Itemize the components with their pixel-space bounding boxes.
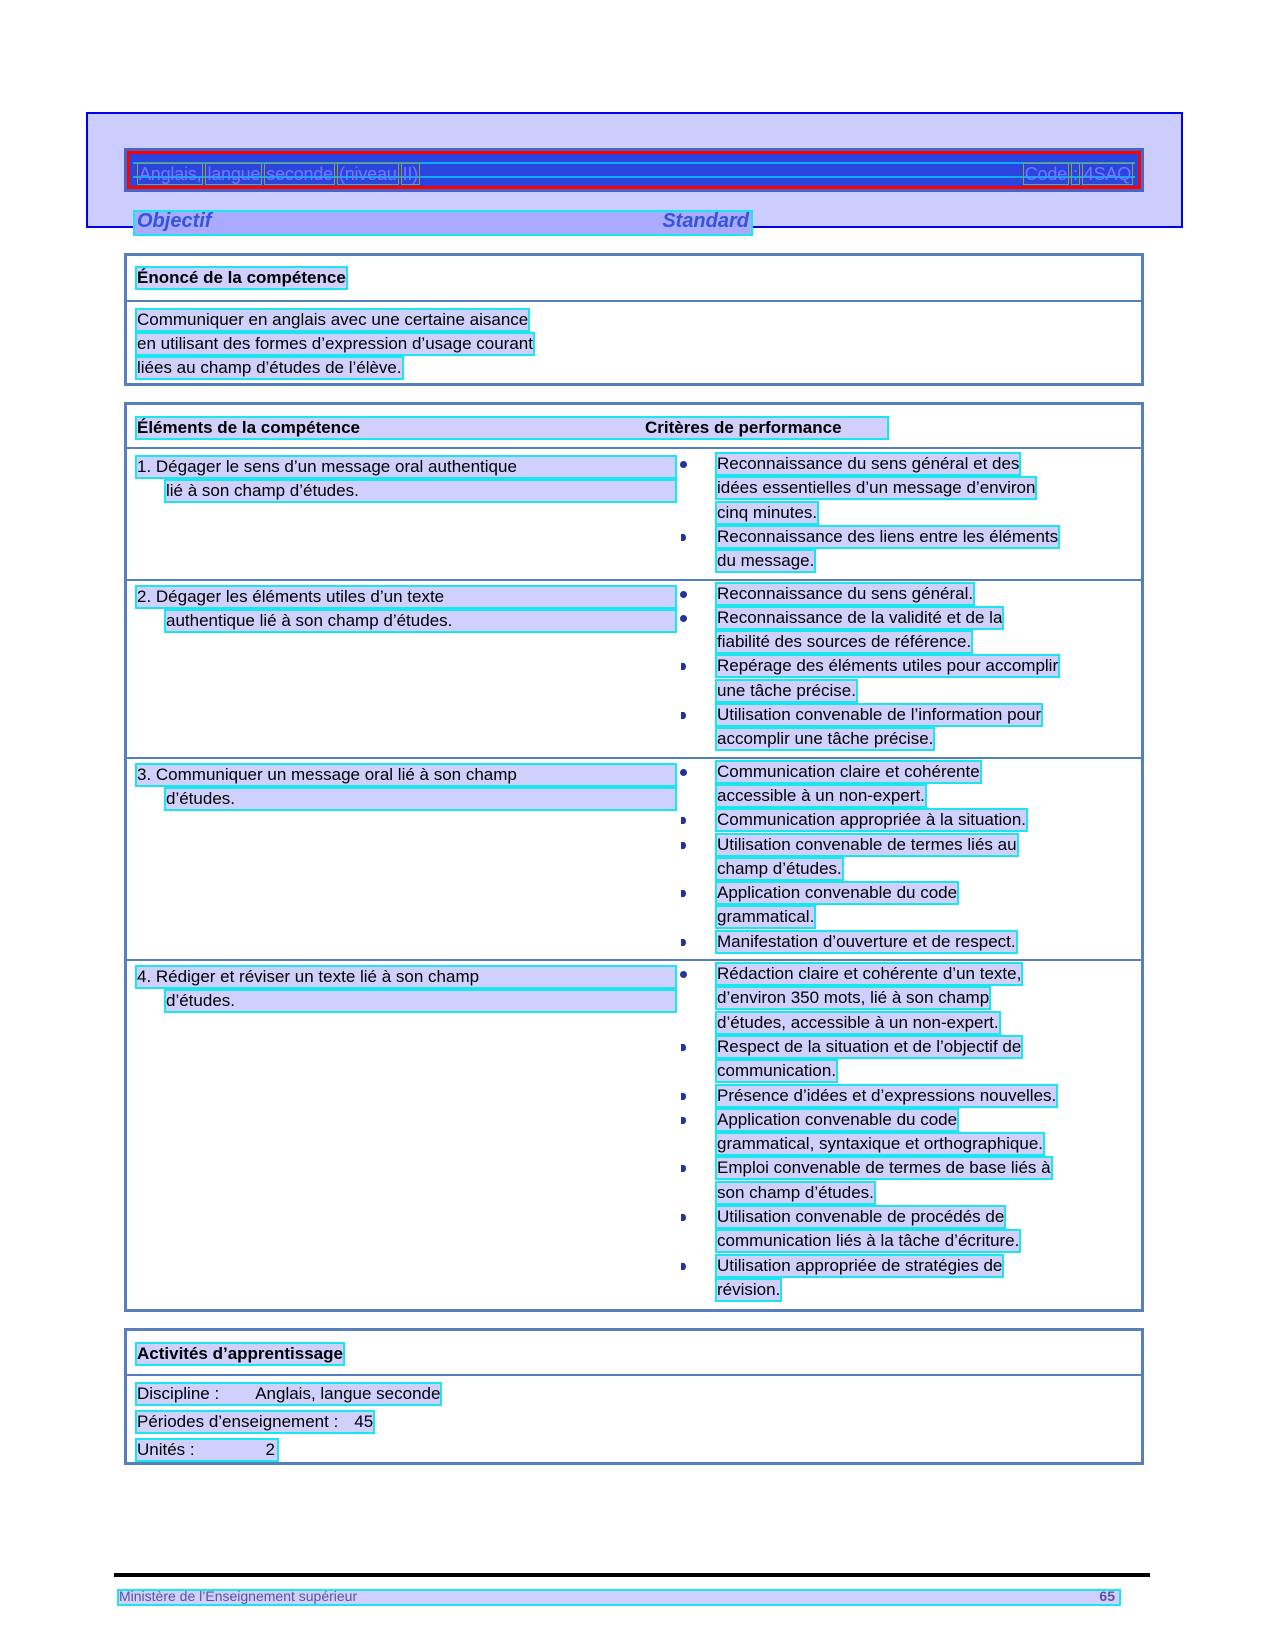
criterion-text-line: Repérage des éléments utiles pour accomplir [717, 656, 1059, 676]
row-divider [127, 959, 1141, 961]
element-text-line: d’études. [166, 789, 675, 809]
bullet-icon [681, 842, 686, 849]
enonce-line: Communiquer en anglais avec une certaine aisance [137, 310, 529, 329]
bullet-icon [680, 461, 687, 468]
course-title-word: seconde [266, 164, 333, 184]
criterion-text-line: Rédaction claire et cohérente d’un texte, [717, 964, 1022, 983]
criterion-text-line: accomplir une tâche précise. [717, 729, 934, 749]
criterion-text-line: Utilisation convenable de l’information pour [717, 705, 1042, 724]
criterion-text-line: Respect de la situation et de l’objectif de [717, 1036, 1022, 1056]
bullet-icon [681, 1117, 686, 1124]
bullet-icon [680, 591, 687, 598]
criterion-text-line: Reconnaissance du sens général. [717, 583, 974, 603]
activites-divider [127, 1374, 1141, 1376]
criterion-text-line: communication. [717, 1061, 837, 1081]
criterion-text-line: Application convenable du code [717, 1109, 958, 1129]
bullet-icon [680, 971, 687, 978]
course-code [1024, 164, 1132, 185]
bullet-icon [681, 1214, 686, 1221]
criterion-text-line: Emploi convenable de termes de base liés à [717, 1158, 1051, 1178]
activites-section [124, 1328, 1144, 1465]
criterion-text-line: champ d’études. [717, 858, 842, 878]
discipline-row [137, 1384, 440, 1404]
objectif-standard-row [135, 212, 751, 234]
bullet-icon [681, 1093, 686, 1100]
row-divider [127, 579, 1141, 581]
course-title [138, 164, 423, 185]
unites-row [137, 1440, 277, 1460]
bullet-icon [681, 663, 686, 670]
criterion-text-line: cinq minutes. [717, 502, 818, 522]
discipline-value: Anglais, langue seconde [255, 1384, 441, 1403]
criterion-text-line: une tâche précise. [717, 680, 856, 700]
criterion-text-line: d’études, accessible à un non-expert. [717, 1012, 999, 1032]
col-header-criteria: Critères de performance [645, 418, 842, 437]
criterion-text-line: Utilisation convenable de termes liés au [717, 834, 1017, 854]
criterion-text-line: Reconnaissance du sens général et des [717, 454, 1020, 473]
element-text-line: 3. Communiquer un message oral lié à son champ [137, 765, 675, 785]
activites-title: Activités d’apprentissage [137, 1344, 343, 1363]
enonce-section [124, 253, 1144, 386]
element-text-line: lié à son champ d’études. [166, 481, 675, 501]
criterion-text-line: grammatical, syntaxique et orthographique. [717, 1134, 1044, 1154]
objectif-label: Objectif [137, 210, 212, 232]
standard-label: Standard [662, 210, 749, 232]
criterion-text-line: Manifestation d’ouverture et de respect. [717, 931, 1016, 951]
unites-value: 2 [265, 1440, 275, 1459]
course-title-bar-frame [127, 151, 1141, 189]
bullet-icon [681, 534, 686, 541]
criterion-text-line: son champ d’études. [717, 1182, 874, 1202]
row-divider [127, 757, 1141, 759]
criterion-text-line: fiabilité des sources de référence. [717, 632, 972, 652]
footer-rule [114, 1573, 1150, 1577]
criterion-text-line: Présence d’idées et d’expressions nouvelles. [717, 1085, 1057, 1105]
criterion-text-line: Reconnaissance de la validité et de la [717, 607, 1003, 627]
bullet-icon [681, 1263, 686, 1270]
criterion-text-line: accessible à un non-expert. [717, 785, 925, 805]
footer-ministry: Ministère de l’Enseignement supérieur [119, 1588, 358, 1604]
course-title-word: II) [402, 164, 418, 184]
col-header-elements: Éléments de la compétence [137, 418, 360, 437]
periodes-label: Périodes d’enseignement : [137, 1412, 339, 1431]
enonce-line: en utilisant des formes d’expression d’usage courant [137, 334, 533, 353]
course-code-value: 4SAQ [1083, 164, 1131, 184]
page-footer [119, 1588, 1119, 1604]
bullet-icon [681, 817, 686, 824]
criterion-text-line: Reconnaissance des liens entre les éléments [717, 526, 1059, 546]
bullet-icon [680, 615, 687, 622]
criterion-text-line: idées essentielles d’un message d’environ [717, 478, 1036, 498]
discipline-label: Discipline : [137, 1384, 220, 1403]
bullet-icon [681, 939, 686, 946]
periodes-row [137, 1412, 373, 1432]
criterion-text-line: grammatical. [717, 907, 815, 927]
course-title-word: (niveau [338, 164, 397, 184]
criterion-text-line: communication liés à la tâche d’écriture. [717, 1231, 1020, 1251]
element-text-line: 1. Dégager le sens d’un message oral authentique [137, 457, 675, 477]
element-text-line: authentique lié à son champ d’études. [166, 611, 675, 631]
criterion-text-line: révision. [717, 1279, 781, 1299]
element-text-line: 4. Rédiger et réviser un texte lié à son champ [137, 967, 675, 987]
bullet-icon [680, 769, 687, 776]
course-code-label: Code [1024, 164, 1067, 184]
table-header-divider [127, 447, 1141, 449]
criterion-text-line: d’environ 350 mots, lié à son champ [717, 988, 990, 1008]
element-text-line: d’études. [166, 991, 675, 1011]
criterion-text-line: Utilisation appropriée de stratégies de [717, 1255, 1003, 1275]
criterion-text-line: du message. [717, 551, 815, 571]
element-text-line: 2. Dégager les éléments utiles d’un texte [137, 587, 675, 607]
criterion-text-line: Application convenable du code [717, 883, 958, 903]
bullet-icon [681, 1165, 686, 1172]
bullet-icon [681, 1044, 686, 1051]
page-number: 65 [1099, 1588, 1115, 1604]
elements-criteria-table [124, 402, 1144, 1312]
periodes-value: 45 [354, 1412, 374, 1431]
criterion-text-line: Communication appropriée à la situation. [717, 810, 1027, 830]
course-title-word: Anglais, [139, 164, 202, 184]
unites-label: Unités : [137, 1440, 195, 1459]
criterion-text-line: Utilisation convenable de procédés de [717, 1207, 1005, 1226]
bullet-icon [681, 712, 686, 719]
bullet-icon [681, 890, 686, 897]
course-title-word: langue [207, 164, 261, 184]
enonce-divider [127, 300, 1141, 302]
enonce-title: Énoncé de la compétence [137, 268, 346, 287]
criterion-text-line: Communication claire et cohérente [717, 761, 980, 781]
course-code-colon: : [1072, 164, 1078, 184]
table-header-row [137, 418, 887, 438]
course-title-bar [124, 148, 1144, 192]
enonce-line: liées au champ d’études de l’élève. [137, 358, 402, 377]
